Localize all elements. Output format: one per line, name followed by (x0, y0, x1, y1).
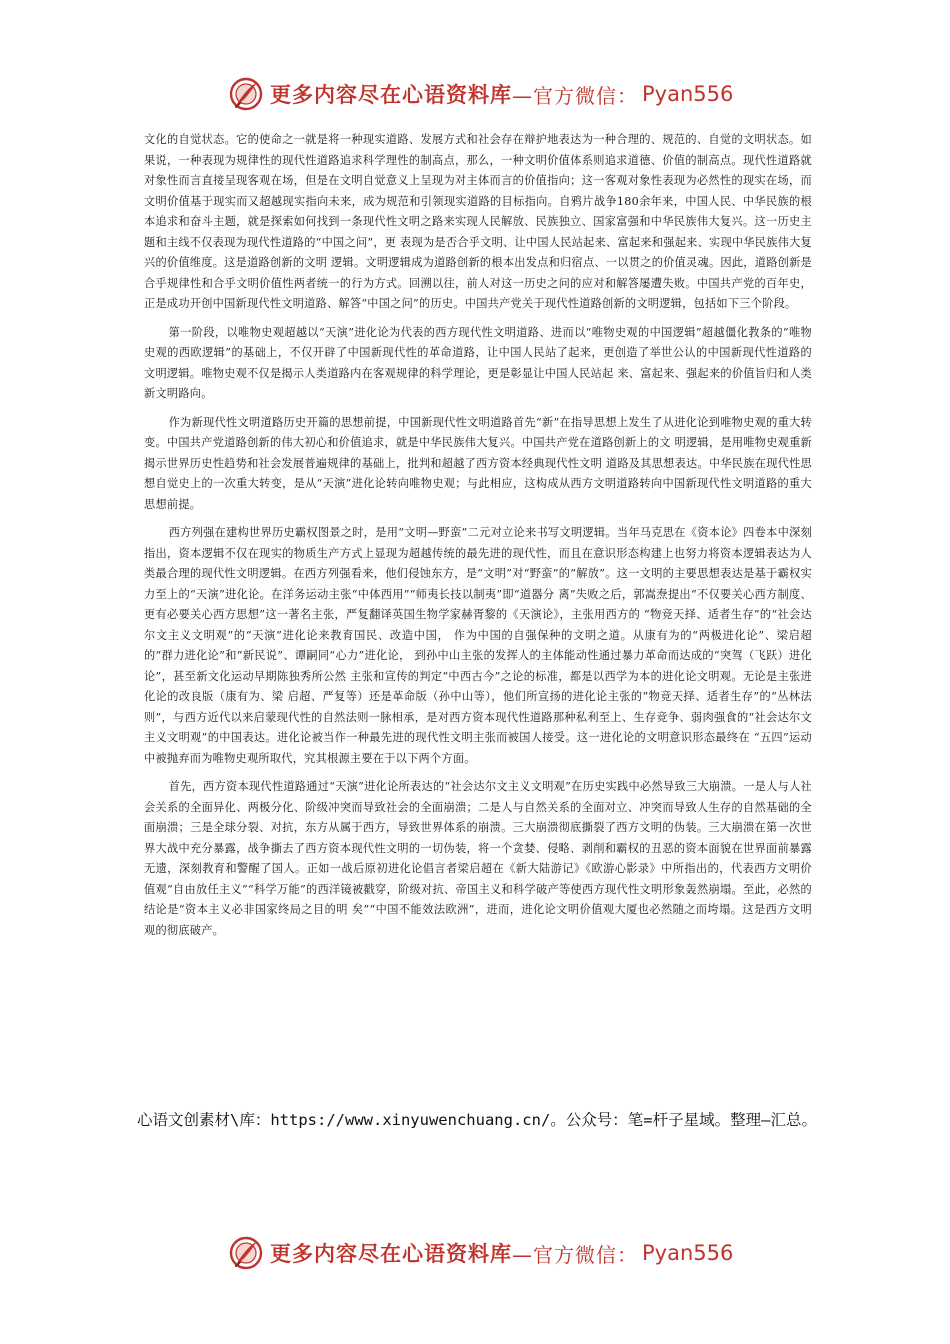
feather-seal-icon (228, 76, 264, 112)
banner-wechat-id: Pyan556 (642, 82, 734, 106)
source-note: 心语文创素材\库：https://www.xinyuwenchuang.cn/。公众号：笔=杆子星域。整理—汇总。 (137, 1111, 817, 1129)
paragraph: 西方列强在建构世界历史霸权图景之时，是用“文明—野蛮”二元对立论来书写文明逻辑。当年马克思在《资本论》四卷本中深刻指出，资本逻辑不仅在现实的物质生产方式上显现为超越传统的最先进的现代性，而且在意识形态构建上也努力将资本逻辑表达为人类最合理的现代性文明逻辑。在西方列强看来，他们侵蚀东方，是“文明”对“野蛮”的“解放”。这一文明的主要思想表达是基于霸权实力至上的“天演”进化论。在洋务运动主张“中体西用”“师夷长技以制夷”即“道器分 离”失败之后，郭嵩焘提出“不仅要关心西方制度、更有必要关心西方思想”这一著名主张，严复翻译英国生物学家赫胥黎的《天演论》，主张用西方的 “物竞天择、适者生存”的“社会达尔文主义文明观”的“天演”进化论来教育国民、改造中国， 作为中国的自强保种的文明之道。从康有为的“两极进化论”、梁启超的“群力进化论”和“新民说”、谭嗣同“心力”进化论， 到孙中山主张的发挥人的主体能动性通过暴力革命而达成的“突驾（飞跃）进化论”，甚至新文化运动早期陈独秀所公然 主张和宣传的判定“中西古今”之论的标准，都是以西学为本的进化论文明观。无论是主张进化论的改良版（康有为、梁 启超、严复等）还是革命版（孙中山等），他们所宣扬的进化论主张的“物竞天择、适者生存”的“丛林法则”，与西方近代以来启蒙现代性的自然法则一脉相承，是对西方资本现代性道路那种私利至上、生存竞争、弱肉强食的“社会达尔文主义文明观”的中国表达。进化论被当作一种最先进的现代性文明主张而被国人接受。这一进化论的文明意识形态最终在 “五四”运动中被抛弃而为唯物史观所取代，究其根源主要在于以下两个方面。 (144, 526, 812, 765)
top-banner (228, 74, 733, 114)
bottom-banner (228, 1233, 733, 1273)
paragraph: 作为新现代性文明道路历史开篇的思想前提，中国新现代性文明道路首先“新”在指导思想上发生了从进化论到唯物史观的重大转变。中国共产党道路创新的伟大初心和价值追求，就是中华民族伟大复兴。中国共产党在道路创新上的文 明逻辑，是用唯物史观重新揭示世界历史性趋势和社会发展普遍规律的基础上，批判和超越了西方资本经典现代性文明 道路及其思想表达。中华民族在现代性思想自觉史上的一次重大转变，是从“天演”进化论转向唯物史观；与此相应，这构成从西方文明道路转向中国新现代性文明道路的重大思想前提。 (144, 415, 812, 511)
banner-slogan: 更多内容尽在心语资料库 (270, 83, 512, 107)
banner-wechat-label: —官方微信： (512, 83, 638, 108)
banner-wechat-label: —官方微信： (512, 1242, 638, 1267)
paragraph: 文化的自觉状态。它的使命之一就是将一种现实道路、发展方式和社会存在辩护地表达为一种合理的、规范的、自觉的文明状态。如果说，一种表现为规律性的现代性道路追求科学理性的制高点，那么，一种文明价值体系则追求道德、价值的制高点。现代性道路就对象性而言直接呈现客观在场，但是在文明自觉意义上呈现为对主体而言的价值指向；这一客观对象性表现为必然性的现实在场，而文明价值基于现实而又超越现实指向未来，成为规范和引领现实道路的目标指向。自鸦片战争180余年来，中国人民、中华民族的根本追求和奋斗主题，就是探索如何找到一条现代性文明之路来实现人民解放、民族独立、国家富强和中华民族伟大复兴。这一历史主题和主线不仅表现为现代性道路的“中国之问”，更 表现为是否合乎文明、让中国人民站起来、富起来和强起来、实现中华民族伟大复兴的价值维度。这是道路创新的文明 逻辑。文明逻辑成为道路创新的根本出发点和归宿点、一以贯之的价值灵魂。因此，道路创新是合乎规律性和合乎文明价值性两者统一的行为方式。回溯以往，前人对这一历史之问的应对和解答屡遭失败。中国共产党的百年史，正是成功开创中国新现代性文明道路、解答“中国之问”的历史。中国共产党关于现代性道路创新的文明逻辑，包括如下三个阶段。 (144, 133, 812, 310)
paragraph: 首先，西方资本现代性道路通过“天演”进化论所表达的“社会达尔文主义文明观”在历史实践中必然导致三大崩溃。一是人与人社会关系的全面异化、两极分化、阶级冲突而导致社会的全面崩溃；二是人与自然关系的全面对立、冲突而导致人生存的自然基础的全面崩溃；三是全球分裂、对抗，东方从属于西方，导致世界体系的崩溃。三大崩溃彻底撕裂了西方文明的伪装。三大崩溃在第一次世界大战中充分暴露，战争撕去了西方资本现代性文明的一切伪装，将一个贪婪、侵略、剥削和霸权的丑恶的资本面貌在世界面前暴露无遗，深刻教育和警醒了国人。正如一战后原初进化论倡言者梁启超在《新大陆游记》《欧游心影录》中所指出的，代表西方文明价值观“自由放任主义”“科学万能”的西洋镜被戳穿，阶级对抗、帝国主义和科学破产等使西方现代性文明形象轰然崩塌。至此，必然的结论是“资本主义必非国家终局之目的明 矣”“中国不能效法欧洲”，进而，进化论文明价值观大厦也必然随之而垮塌。这是西方文明观的彻底破产。 (144, 780, 812, 937)
paragraph: 第一阶段，以唯物史观超越以“天演”进化论为代表的西方现代性文明道路、进而以“唯物史观的中国逻辑”超越僵化教条的“唯物史观的西欧逻辑”的基础上，不仅开辟了中国新现代性的革命道路，让中国人民站了起来，更创造了举世公认的中国新现代性道路的文明逻辑。唯物史观不仅是揭示人类道路内在客观规律的科学理论，更是彰显让中国人民站起 来、富起来、强起来的价值旨归和人类新文明路向。 (144, 325, 812, 400)
banner-slogan: 更多内容尽在心语资料库 (270, 1242, 512, 1266)
feather-seal-icon (228, 1235, 264, 1271)
article-body (144, 130, 812, 949)
banner-wechat-id: Pyan556 (642, 1241, 734, 1265)
